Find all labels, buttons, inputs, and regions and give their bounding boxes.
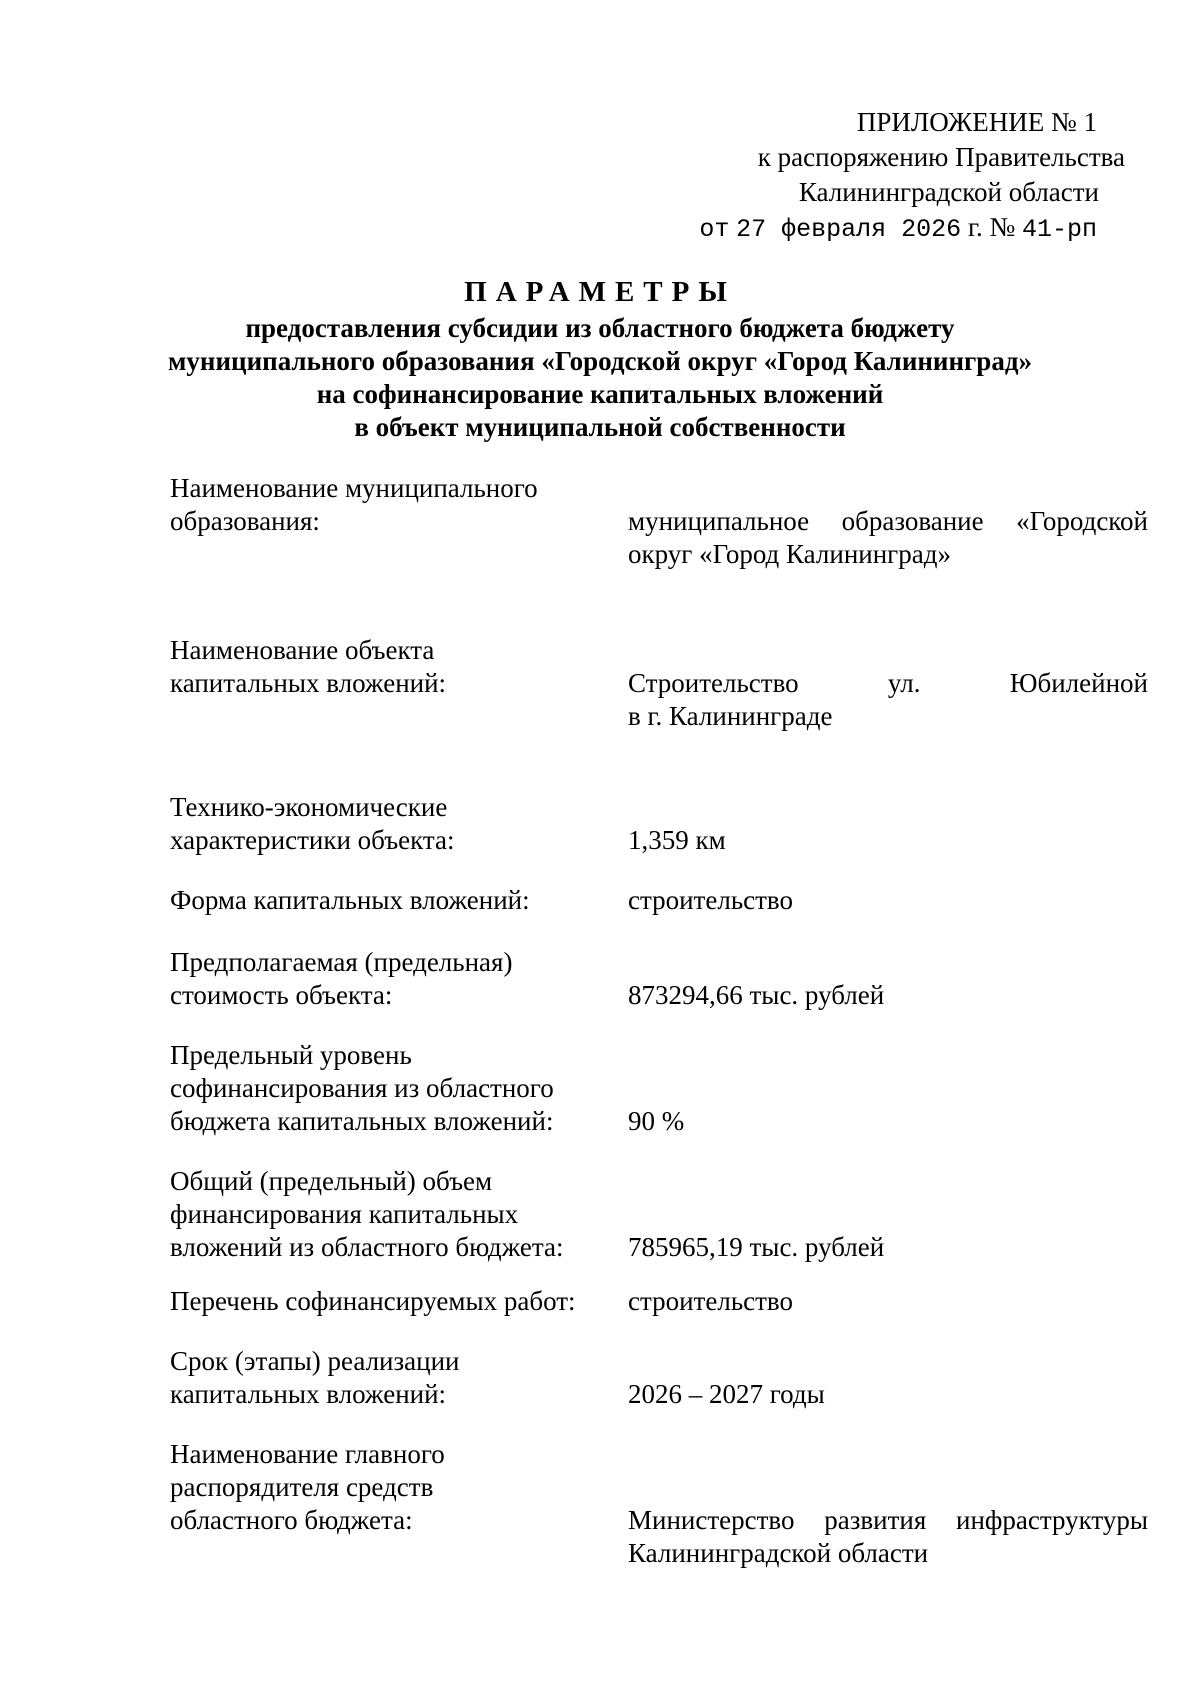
param-value: 873294,66 тыс. рублей [628, 980, 885, 1010]
param-row-implementation-period [170, 1345, 1148, 1411]
param-value: муниципальное образование «Городской округ «Город Калининград» [628, 506, 1148, 569]
param-label: Перечень софинансируемых работ: [170, 1286, 576, 1316]
date-prefix: от [699, 215, 730, 244]
param-label: Предполагаемая (предельная) стоимость объекта: [170, 947, 513, 1010]
year-suffix: г. № [967, 212, 1016, 242]
param-value-line2: в г. Калининграде [628, 701, 833, 731]
param-label: Технико-экономические характеристики объекта: [170, 792, 455, 855]
value-word: ул. [887, 668, 921, 698]
param-row-financing-volume [170, 1165, 1148, 1264]
param-label: Наименование муниципального образования: [170, 473, 538, 536]
value-word: Строительство [628, 668, 799, 698]
value-word: Юбилейной [1009, 668, 1148, 698]
param-row-cofinancing-level [170, 1039, 1148, 1138]
title-subtitle-3: на софинансирование капитальных вложений [316, 379, 884, 409]
order-number: 41-рп [1021, 215, 1097, 244]
param-label: Предельный уровень софинансирования из областного бюджета капитальных вложений: [170, 1040, 554, 1136]
param-row-municipality [170, 472, 1148, 571]
appendix-header [605, 105, 1125, 247]
param-value: строительство [628, 1286, 793, 1316]
document-title [0, 272, 1200, 444]
param-value-line1 [628, 667, 1148, 700]
title-subtitle-4: в объект муниципальной собственности [354, 412, 846, 442]
param-value: 90 % [628, 1106, 685, 1136]
title-subtitle-2: муниципального образования «Городской округ «Город Калининград» [168, 346, 1032, 376]
param-row-works-list [170, 1285, 1148, 1318]
param-row-estimated-cost [170, 946, 1148, 1012]
param-value: 1,359 км [628, 825, 726, 855]
param-label: Общий (предельный) объем финансирования капитальных вложений из областного бюджета: [170, 1166, 564, 1262]
param-label: Наименование главного распорядителя средств областного бюджета: [170, 1439, 445, 1535]
param-value: строительство [628, 885, 793, 915]
param-value: Министерство развития инфраструктуры Калининградской области [628, 1505, 1148, 1568]
order-date: 27 февраля 2026 [736, 215, 962, 244]
param-row-budget-manager [170, 1438, 1148, 1570]
appendix-order-ref: к распоряжению Правительства [757, 142, 1125, 172]
param-value: 2026 – 2027 годы [628, 1379, 825, 1409]
appendix-title: ПРИЛОЖЕНИЕ № 1 [856, 107, 1097, 137]
title-subtitle-1: предоставления субсидии из областного бюджета бюджету [245, 313, 955, 343]
param-row-object-name [170, 634, 1148, 733]
param-value: 785965,19 тыс. рублей [628, 1232, 885, 1262]
param-label: Форма капитальных вложений: [170, 885, 530, 915]
parameters-list [170, 472, 1148, 1570]
appendix-date-line [605, 210, 1125, 247]
param-label: Срок (этапы) реализации капитальных вложений: [170, 1346, 460, 1409]
param-row-investment-form [170, 884, 1148, 917]
param-value [628, 634, 1148, 733]
param-label: Наименование объекта капитальных вложений: [170, 635, 447, 698]
title-main: ПАРАМЕТРЫ [464, 276, 736, 308]
param-row-characteristics [170, 791, 1148, 857]
appendix-region: Калининградской области [798, 177, 1099, 207]
